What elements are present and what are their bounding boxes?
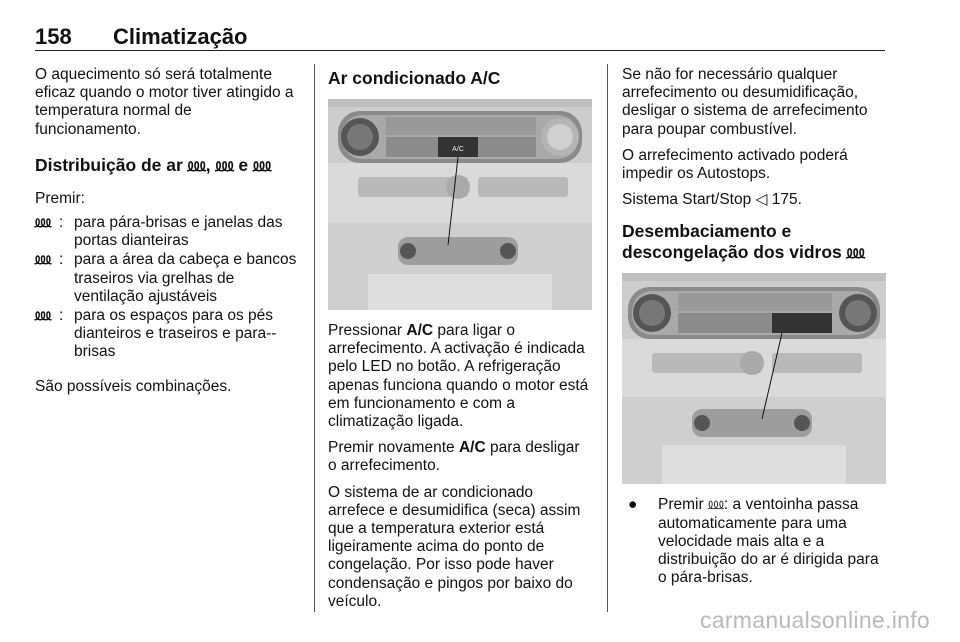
ac-paragraph-3: O sistema de ar condicionado arrefece e desumidifica (seca) assim que a temperatura exterior está ligeiramente acima do ponto de congelação. Por isso pode haver condensação e pingos por baixo do veículo. [328, 483, 581, 610]
windscreen-airflow-icon: ⅏ [35, 214, 51, 232]
bullet-icon: ● [628, 496, 638, 514]
cooling-off-paragraph: Se não for necessário qualquer arrefecimento ou desumidificação, desligar o sistema de arrefecimento para poupar combustível. [622, 66, 868, 138]
defrost-bullet [622, 496, 886, 587]
autostop-paragraph: O arrefecimento activado poderá impedir os Autostops. [622, 146, 848, 183]
chapter-title: Climatização [113, 24, 248, 49]
page-number: 158 [35, 24, 72, 49]
ac-control-panel-figure [328, 99, 592, 310]
list-item-text: para a área da cabeça e bancos traseiros via grelhas de ventilação ajustáveis [74, 251, 297, 305]
ac-keyword: A/C [406, 322, 434, 339]
air-distribution-heading: Distribuição de ar ⅏, ⅏ e ⅏ [35, 154, 271, 175]
list-item-text: para pára-brisas e janelas das portas dianteiras [74, 214, 283, 250]
defrost-control-panel-figure [622, 273, 886, 484]
air-distribution-list [35, 214, 300, 362]
ac-heading: Ar condicionado A/C [328, 68, 501, 88]
footwell-airflow-icon: ⅏ [35, 307, 51, 325]
column-1 [35, 66, 300, 404]
list-item: ⅏ : para a área da cabeça e bancos traseiros via grelhas de ventilação ajustáveis [35, 251, 300, 306]
ac-paragraph-2: Premir novamente A/C para desligar o arrefecimento. [328, 439, 580, 475]
ac-keyword: A/C [458, 439, 486, 457]
start-stop-reference: Sistema Start/Stop ◁ 175. [622, 191, 802, 209]
bullet-text: Premir ⅏: a ventoinha passa automaticamente para uma velocidade mais alta e a distribuição do ar é dirigida para o pára-brisas. [658, 496, 879, 587]
column-divider [314, 64, 315, 612]
head-airflow-icon: ⅏ [35, 251, 51, 269]
list-item-text: para os espaços para os pés dianteiros e traseiros e para--brisas [74, 307, 277, 361]
column-divider [607, 64, 608, 612]
column-3 [622, 66, 886, 587]
intro-paragraph: O aquecimento só será totalmente eficaz quando o motor tiver atingido a temperatura normal de funcionamento. [35, 66, 294, 138]
list-item: ⅏ : para pára-brisas e janelas das portas dianteiras [35, 214, 300, 250]
watermark: carmanualsonline.info [699, 607, 930, 633]
list-item: ⅏ : para os espaços para os pés dianteiros e traseiros e para--brisas [35, 307, 300, 362]
demisting-heading: Desembaciamento e descongelação dos vidros ⅏ [622, 221, 865, 263]
combinations-note: São possíveis combinações. [35, 377, 232, 395]
ac-paragraph-1: Pressionar A/C para ligar o arrefecimento. A activação é indicada pelo LED no botão. A refrigeração apenas funciona quando o motor está em funcionamento e com a climatização ligada. [328, 322, 589, 431]
column-2 [328, 66, 592, 619]
press-label: Premir: [35, 189, 85, 207]
page-header [35, 20, 885, 51]
ac-panel-button-label: A/C [452, 146, 464, 153]
